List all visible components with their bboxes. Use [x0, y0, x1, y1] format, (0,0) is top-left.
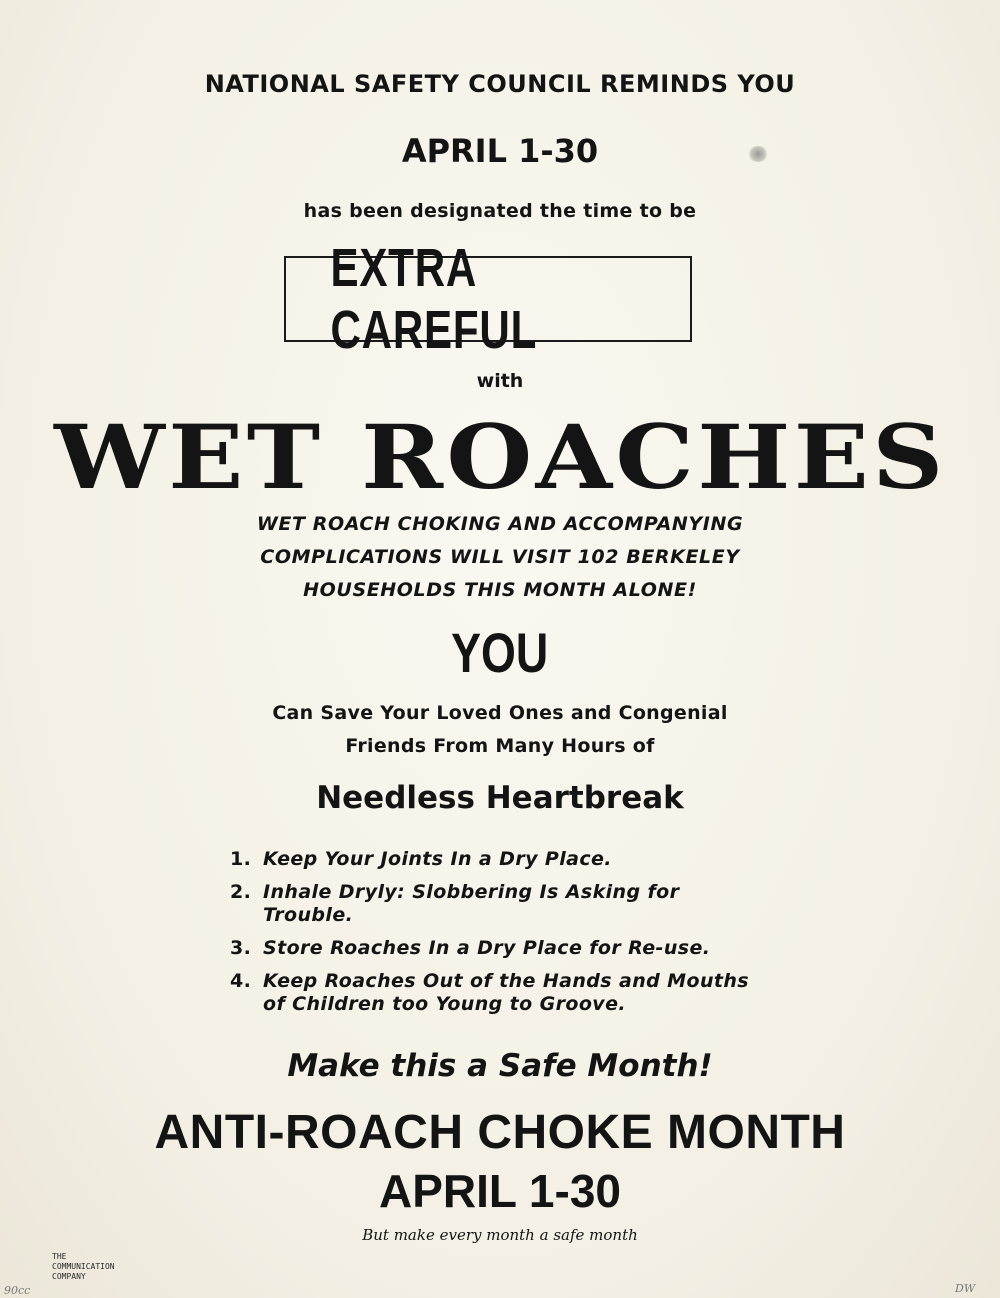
margin-note-left: 90cc — [4, 1284, 31, 1297]
tip-item — [230, 970, 770, 1016]
save-block — [0, 697, 1000, 763]
tip-number: 1. — [230, 848, 252, 870]
designated-text: has been designated the time to be — [303, 200, 697, 222]
date-top: APRIL 1-30 — [401, 132, 599, 170]
you-text: YOU — [451, 621, 549, 684]
ink-smudge — [748, 146, 768, 162]
extra-careful-box — [284, 238, 692, 360]
stamp-line: COMMUNICATION — [52, 1262, 115, 1271]
tip-text: Keep Your Joints In a Dry Place. — [263, 848, 612, 870]
with-text: with — [476, 370, 524, 392]
tip-number: 2. — [230, 881, 252, 903]
warning-line: WET ROACH CHOKING AND ACCOMPANYING — [256, 513, 744, 535]
tips-list — [230, 848, 770, 1026]
safe-month-text: Make this a Safe Month! — [287, 1048, 713, 1084]
footer-text: But make every month a safe month — [362, 1226, 638, 1244]
headline-text: WET ROACHES — [53, 405, 947, 509]
tip-number: 3. — [230, 937, 252, 959]
tip-text: of Children too Young to Groove. — [263, 993, 626, 1015]
tip-item — [230, 848, 770, 871]
tip-item — [230, 881, 770, 927]
tip-number: 4. — [230, 970, 252, 992]
save-line: Can Save Your Loved Ones and Congenial — [272, 702, 728, 724]
tip-text: Inhale Dryly: Slobbering Is Asking for — [263, 881, 680, 903]
save-line: Friends From Many Hours of — [345, 735, 655, 757]
tip-text: Trouble. — [263, 904, 354, 926]
tip-text: Store Roaches In a Dry Place for Re-use. — [263, 937, 711, 959]
warning-line: HOUSEHOLDS THIS MONTH ALONE! — [303, 579, 697, 601]
poster-title: ANTI-ROACH CHOKE MONTH — [154, 1106, 846, 1159]
margin-note-right: DW — [955, 1282, 976, 1295]
stamp-line: COMPANY — [52, 1272, 86, 1281]
headline — [0, 405, 1000, 509]
publisher-stamp — [52, 1252, 162, 1282]
tip-text: Keep Roaches Out of the Hands and Mouths — [263, 970, 749, 992]
tip-item — [230, 937, 770, 960]
warning-block — [0, 508, 1000, 607]
header-text: NATIONAL SAFETY COUNCIL REMINDS YOU — [204, 70, 796, 98]
date-bottom: APRIL 1-30 — [378, 1165, 622, 1217]
needless-heartbreak: Needless Heartbreak — [316, 780, 684, 816]
stamp-line: THE — [52, 1252, 67, 1261]
extra-careful-text: EXTRA CAREFUL — [330, 238, 538, 360]
warning-line: COMPLICATIONS WILL VISIT 102 BERKELEY — [260, 546, 740, 568]
you-heading — [0, 620, 1000, 685]
